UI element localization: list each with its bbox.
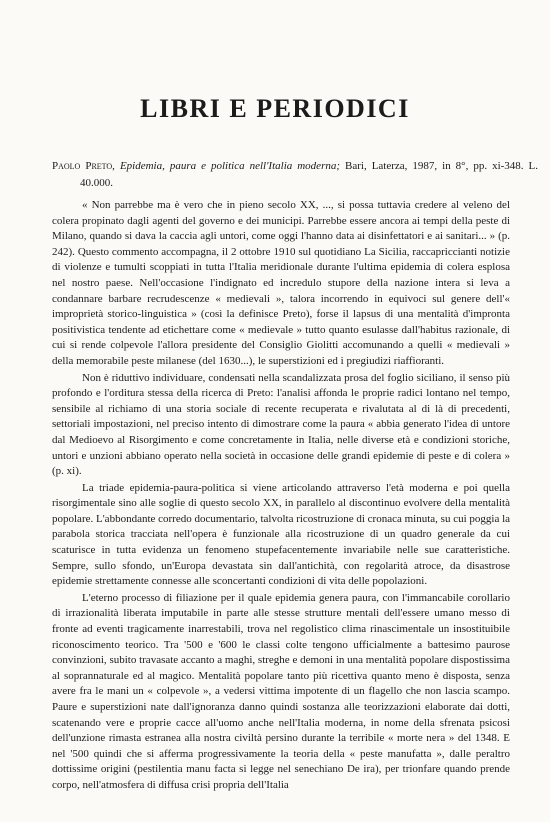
paragraph: « Non parrebbe ma è vero che in pieno secolo XX, ..., si possa tuttavia credere al veleno del colera propinato dagli agenti del governo e dei municipi. Parrebbe essere ancora ai tempi della peste di Milano, quando si dava la caccia agli untori, come oggi l'hanno data ai disinfettatori e ai sanitari... » (p. 242). Questo commento accompagna, il 2 ottobre 1910 sul quotidiano La Sicilia, raccapriccianti notizie di violenze e tumulti scoppiati in tutta l'Italia meridionale durante l'ultima epidemia di colera esplosa nel nostro paese. Nell'occasione l'indignato ed incredulo stupore della nazione intera si leva a condannare barbare recrudescenze « medievali », talora incorrendo in equivoci sul genere dell'« improprietà storico-linguistica » (così la definisce Preto), forse il lapsus di una mentalità d'impronta positivistica tendente ad etichettare come « medievale » tutto quanto esulasse dall'habitus razionale, di cui si rende colpevole l'allora presidente del Consiglio Giolitti accomunando a quelli « medievali » della memorabile peste milanese (del 1630...), le superstizioni ed i pregiudizi riaffioranti.: [52, 199, 510, 367]
bibliographic-entry: [52, 158, 538, 191]
author-name: Paolo Preto,: [52, 160, 115, 172]
page-title: LIBRI E PERIODICI: [140, 94, 410, 123]
review-body: [52, 198, 510, 794]
book-title: Epidemia, paura e politica nell'Italia moderna;: [119, 160, 341, 172]
paragraph: Non è riduttivo individuare, condensati nella scandalizzata prosa del foglio siciliano, il senso più profondo e l'orditura stessa della ricerca di Preto: l'analisi affonda le proprie radici lontano nel tempo, sensibile al richiamo di una storia sociale di recente recuperata e rivalutata al di là di precedenti, settoriali impostazioni, nel preciso intento di dimostrare come la paura « abbia generato l'idea di untore dal Medioevo al Risorgimento e come concretamente in Italia, nelle diverse età e condizioni storiche, untori e unzioni abbiano operato nella società in occasione delle grandi epidemie di peste e di colera » (p. xi).: [52, 371, 510, 478]
paragraph: La triade epidemia-paura-politica si viene articolando attraverso l'età moderna e poi quella risorgimentale sino alle soglie di questo secolo XX, in parallelo al discontinuo evolvere della mentalità popolare. L'abbondante corredo documentario, talvolta ricostruzione di cronaca minuta, su cui poggia la parabola storica tracciata nell'opera è funzionale alla ricostruzione di un quadro generale da cui scaturisce in tutta evidenza un fenomeno stupefacentemente invariabile nelle sue caratteristiche. Sempre, sullo sfondo, un'Europa devastata sin dall'antichità, con regolarità atroce, da disastrose epidemie strettamente connesse alle sconcertanti condizioni di vita delle popolazioni.: [52, 481, 511, 588]
publication-details: Bari, Laterza, 1987, in 8°, pp. xi-348. L. 40.000.: [80, 160, 538, 189]
paragraph: L'eterno processo di filiazione per il quale epidemia genera paura, con l'immancabile corollario di irrazionalità liberata imputabile in parte alle stesse strutture mentali dell'essere umano messo di fronte ad eventi tragicamente inarrestabili, trova nel regolistico clima rinascimentale un insostituibile riconoscimento teorico. Tra '500 e '600 le classi colte tengono ufficialmente a battesimo paurose convinzioni, subito travasate accanto a maghi, streghe e demoni in una mentalità popolare dispostissima al soprannaturale ed al magico. Mentalità popolare tanto più ricettiva quanto meno è disposta, senza avere fra le mani un « colpevole », a vedersi vittima impotente di un flagello che non lascia scampo. Paure e superstizioni nate dall'ignoranza danno quindi sostanza alle teorizzazioni elaborate dai dotti, scatenando vere e proprie cacce all'uomo anche nell'Italia moderna, in nome della sfrenata psicosi dell'unzione rimasta estranea alla nostra civiltà persino durante la terribile « morte nera » del 1348. E nel '500 quindi che si afferma progressivamente la teoria della « peste manufatta », dalle peraltro dottissime origini (pestilentia manu facta si legge nel senechiano De ira), per trionfare quando prende corpo, nell'atmosfera di diffusa crisi propria dell'Italia: [52, 591, 510, 791]
